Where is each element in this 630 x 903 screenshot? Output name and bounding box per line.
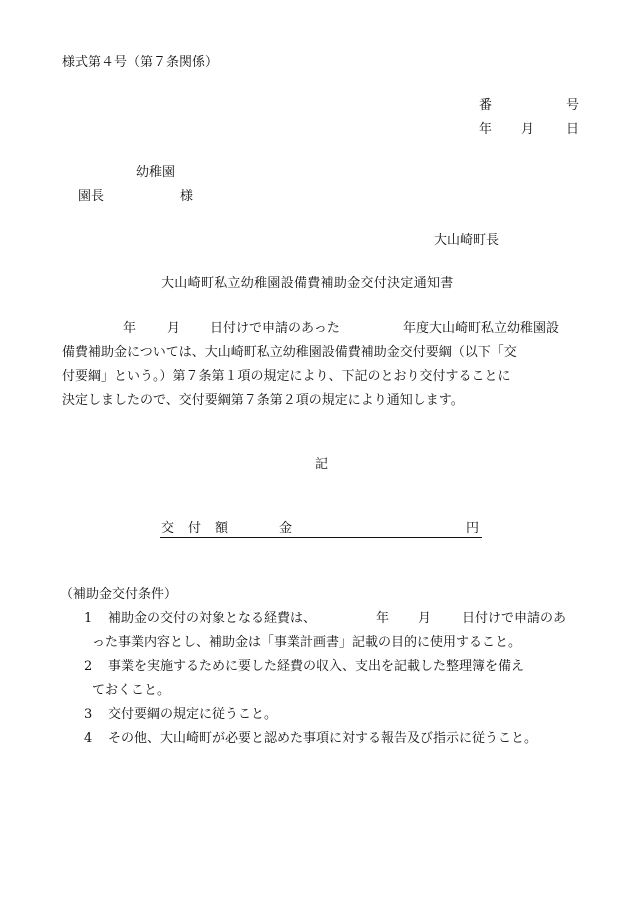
body-line4: 決定しましたので、交付要綱第７条第２項の規定により通知します。 <box>62 393 464 408</box>
condition-1-text-a: 補助金の交付の対象となる経費は、 <box>108 611 317 626</box>
amount-underline <box>160 537 482 538</box>
date-month: 月 <box>521 122 535 137</box>
condition-num: 4 <box>84 731 93 746</box>
number-label: 番 <box>479 98 493 113</box>
condition-1-year: 年 <box>376 611 390 626</box>
amount-kin: 金 <box>279 521 293 536</box>
amount-yen: 円 <box>466 521 480 536</box>
recipient-honorific: 様 <box>180 189 194 204</box>
document-title: 大山崎町私立幼稚園設備費補助金交付決定通知書 <box>161 276 454 291</box>
recipient-kindergarten: 幼稚園 <box>136 165 176 180</box>
date-day: 日 <box>566 122 580 137</box>
condition-4-line1: その他、大山崎町が必要と認めた事項に対する報告及び指示に従うこと。 <box>108 731 538 746</box>
amount-label-char-1: 交 <box>161 521 175 536</box>
conditions-heading: （補助金交付条件） <box>60 587 178 602</box>
condition-num: 1 <box>84 611 93 626</box>
body-day-text: 日付けで申請のあった <box>210 321 340 336</box>
body-line1-rest: 年度大山崎町私立幼稚園設 <box>403 321 560 336</box>
amount-label-char-3: 額 <box>215 521 229 536</box>
condition-1-line2: った事業内容とし、補助金は「事業計画書」記載の目的に使用すること。 <box>92 635 522 650</box>
condition-3-line1: 交付要綱の規定に従うこと。 <box>108 707 278 722</box>
recipient-principal: 園長 <box>78 189 105 204</box>
body-month: 月 <box>167 321 181 336</box>
condition-1-month: 月 <box>418 611 432 626</box>
body-year: 年 <box>123 321 137 336</box>
form-header: 様式第４号（第７条関係） <box>62 55 219 70</box>
body-line2: 備費補助金については、大山崎町私立幼稚園設備費補助金交付要綱（以下「交 <box>62 345 517 360</box>
condition-1-text-b: 日付けで申請のあ <box>462 611 567 626</box>
ki-mark: 記 <box>315 457 329 472</box>
body-line3: 付要綱」という。）第７条第１項の規定により、下記のとおり交付することに <box>62 369 511 384</box>
condition-num: 2 <box>84 659 93 674</box>
condition-2-line1: 事業を実施するために要した経費の収入、支出を記載した整理簿を備え <box>108 659 525 674</box>
condition-num: 3 <box>84 707 93 722</box>
date-year: 年 <box>479 122 493 137</box>
condition-2-line2: ておくこと。 <box>92 683 171 698</box>
amount-label-char-2: 付 <box>188 521 202 536</box>
number-suffix: 号 <box>566 98 580 113</box>
sender: 大山崎町長 <box>434 233 500 248</box>
